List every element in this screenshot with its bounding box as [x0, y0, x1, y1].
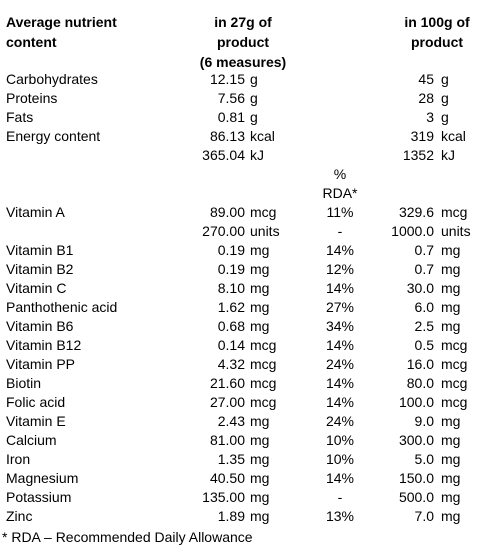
table-row — [0, 70, 477, 89]
rda-header-percent: % — [333, 166, 347, 182]
unit-100g: units — [441, 223, 471, 239]
unit-100g: mcg — [441, 394, 468, 410]
table-row — [0, 222, 477, 241]
table-row — [0, 146, 477, 165]
unit-27g: kJ — [250, 147, 264, 163]
unit-100g: mcg — [441, 337, 468, 353]
unit-27g: mg — [250, 318, 270, 334]
table-row — [0, 260, 477, 279]
value-100g: 500.0 — [398, 489, 434, 505]
table-row — [0, 108, 477, 127]
unit-27g: mg — [250, 413, 270, 429]
value-27g: 81.00 — [209, 432, 245, 448]
rda-percent: 24% — [325, 356, 355, 372]
table-row — [0, 279, 477, 298]
table-row — [0, 507, 477, 526]
rda-percent: 14% — [325, 337, 355, 353]
footnote: * RDA – Recommended Daily Allowance — [2, 529, 253, 545]
table-row — [0, 203, 477, 222]
table-row — [0, 374, 477, 393]
nutrient-name: Vitamin B1 — [6, 242, 74, 258]
unit-27g: mcg — [250, 375, 277, 391]
value-27g: 270.00 — [202, 223, 245, 239]
table-row — [0, 431, 477, 450]
table-row — [0, 317, 477, 336]
value-27g: 40.50 — [209, 470, 245, 486]
unit-100g: kJ — [441, 147, 455, 163]
value-100g: 319 — [410, 128, 434, 144]
nutrient-table — [0, 70, 477, 526]
value-27g: 21.60 — [209, 375, 245, 391]
unit-100g: mg — [441, 432, 461, 448]
value-27g: 4.32 — [217, 356, 245, 372]
value-100g: 1000.0 — [391, 223, 434, 239]
rda-header-row — [0, 165, 477, 184]
table-row — [0, 298, 477, 317]
unit-100g: mcg — [441, 356, 468, 372]
rda-percent: 24% — [325, 413, 355, 429]
nutrient-name: Folic acid — [6, 394, 66, 410]
nutrient-name: Zinc — [6, 508, 33, 524]
rda-percent: - — [337, 489, 343, 505]
value-27g: 1.62 — [217, 299, 245, 315]
table-row — [0, 469, 477, 488]
rda-percent: - — [337, 223, 343, 239]
nutrient-name: Fats — [6, 109, 34, 125]
value-100g: 2.5 — [414, 318, 434, 334]
unit-100g: mcg — [441, 375, 468, 391]
unit-27g: g — [250, 71, 258, 87]
unit-27g: mcg — [250, 204, 277, 220]
unit-100g: g — [441, 109, 449, 125]
unit-100g: mg — [441, 242, 461, 258]
unit-100g: mcg — [441, 204, 468, 220]
unit-100g: mg — [441, 470, 461, 486]
unit-100g: mg — [441, 261, 461, 277]
rda-percent: 10% — [325, 432, 355, 448]
value-100g: 7.0 — [414, 508, 434, 524]
header-27g-line3: (6 measures) — [199, 54, 287, 70]
unit-27g: mg — [250, 489, 270, 505]
table-row — [0, 241, 477, 260]
unit-27g: mg — [250, 261, 270, 277]
value-100g: 0.7 — [414, 261, 434, 277]
value-100g: 28 — [418, 90, 434, 106]
value-100g: 3 — [426, 109, 434, 125]
header-100g — [390, 12, 477, 52]
header-27g-line1: in 27g of — [214, 14, 272, 30]
rda-header-label: RDA* — [322, 185, 358, 201]
rda-percent: 11% — [326, 204, 354, 220]
nutrient-name: Magnesium — [6, 470, 79, 486]
value-27g: 365.04 — [202, 147, 245, 163]
table-row — [0, 355, 477, 374]
value-100g: 80.0 — [406, 375, 434, 391]
value-100g: 30.0 — [406, 280, 434, 296]
unit-100g: mg — [441, 508, 461, 524]
header-27g — [178, 12, 308, 72]
value-27g: 0.81 — [217, 109, 245, 125]
nutrient-name: Proteins — [6, 90, 58, 106]
table-row — [0, 488, 477, 507]
table-row — [0, 336, 477, 355]
unit-27g: units — [250, 223, 280, 239]
unit-27g: mg — [250, 470, 270, 486]
rda-percent: 14% — [325, 280, 355, 296]
table-header — [0, 12, 477, 72]
unit-100g: mg — [441, 413, 461, 429]
unit-27g: g — [250, 109, 258, 125]
unit-27g: mcg — [250, 356, 277, 372]
unit-27g: mg — [250, 451, 270, 467]
value-27g: 0.19 — [217, 242, 245, 258]
rda-percent: 34% — [325, 318, 355, 334]
nutrient-name: Vitamin B6 — [6, 318, 74, 334]
value-27g: 12.15 — [209, 71, 245, 87]
value-100g: 16.0 — [406, 356, 434, 372]
header-27g-line2: product — [216, 34, 270, 50]
value-100g: 0.7 — [414, 242, 434, 258]
header-nutrient-line2: content — [6, 34, 57, 50]
value-100g: 329.6 — [398, 204, 434, 220]
nutrient-name: Vitamin E — [6, 413, 66, 429]
unit-100g: mg — [441, 299, 461, 315]
unit-100g: kcal — [441, 128, 466, 144]
value-100g: 0.5 — [414, 337, 434, 353]
nutrient-name: Vitamin B2 — [6, 261, 74, 277]
nutrient-name: Panthothenic acid — [6, 299, 118, 315]
unit-27g: mg — [250, 242, 270, 258]
table-row — [0, 393, 477, 412]
unit-100g: mg — [441, 489, 461, 505]
unit-27g: kcal — [250, 128, 275, 144]
header-nutrient — [6, 12, 176, 52]
header-nutrient-line1: Average nutrient — [6, 14, 117, 30]
nutrient-name: Potassium — [6, 489, 72, 505]
unit-27g: mg — [250, 280, 270, 296]
value-100g: 150.0 — [398, 470, 434, 486]
nutrient-name: Calcium — [6, 432, 57, 448]
table-row — [0, 412, 477, 431]
unit-27g: mcg — [250, 337, 277, 353]
nutrient-name: Iron — [6, 451, 31, 467]
nutrient-name: Vitamin C — [6, 280, 67, 296]
value-100g: 300.0 — [398, 432, 434, 448]
value-27g: 0.68 — [217, 318, 245, 334]
value-27g: 2.43 — [217, 413, 245, 429]
value-27g: 1.35 — [217, 451, 245, 467]
value-100g: 9.0 — [414, 413, 434, 429]
value-100g: 5.0 — [414, 451, 434, 467]
rda-percent: 14% — [325, 242, 355, 258]
unit-27g: mg — [250, 299, 270, 315]
rda-percent: 13% — [325, 508, 355, 524]
value-27g: 8.10 — [217, 280, 245, 296]
rda-percent: 12% — [325, 261, 355, 277]
value-100g: 1352 — [402, 147, 434, 163]
nutrient-name: Biotin — [6, 375, 42, 391]
unit-100g: mg — [441, 280, 461, 296]
rda-percent: 10% — [325, 451, 355, 467]
rda-percent: 27% — [325, 299, 355, 315]
nutrient-name: Vitamin PP — [6, 356, 75, 372]
unit-100g: mg — [441, 451, 461, 467]
table-row — [0, 89, 477, 108]
unit-100g: g — [441, 90, 449, 106]
unit-100g: mg — [441, 318, 461, 334]
value-27g: 7.56 — [217, 90, 245, 106]
value-27g: 0.14 — [217, 337, 245, 353]
rda-header-row — [0, 184, 477, 203]
nutrient-name: Carbohydrates — [6, 71, 98, 87]
rda-percent: 14% — [325, 375, 355, 391]
value-27g: 1.89 — [217, 508, 245, 524]
value-100g: 100.0 — [398, 394, 434, 410]
table-row — [0, 450, 477, 469]
header-100g-line1: in 100g of — [404, 14, 470, 30]
value-100g: 6.0 — [414, 299, 434, 315]
nutrient-name: Vitamin A — [6, 204, 65, 220]
unit-27g: g — [250, 90, 258, 106]
header-100g-line2: product — [410, 34, 464, 50]
value-100g: 45 — [418, 71, 434, 87]
rda-percent: 14% — [325, 470, 355, 486]
value-27g: 89.00 — [209, 204, 245, 220]
unit-27g: mcg — [250, 394, 277, 410]
rda-percent: 14% — [325, 394, 355, 410]
table-row — [0, 127, 477, 146]
value-27g: 135.00 — [202, 489, 245, 505]
value-27g: 27.00 — [209, 394, 245, 410]
nutrient-name: Energy content — [6, 128, 101, 144]
value-27g: 0.19 — [217, 261, 245, 277]
unit-27g: mg — [250, 508, 270, 524]
unit-100g: g — [441, 71, 449, 87]
value-27g: 86.13 — [209, 128, 245, 144]
nutrient-name: Vitamin B12 — [6, 337, 82, 353]
unit-27g: mg — [250, 432, 270, 448]
